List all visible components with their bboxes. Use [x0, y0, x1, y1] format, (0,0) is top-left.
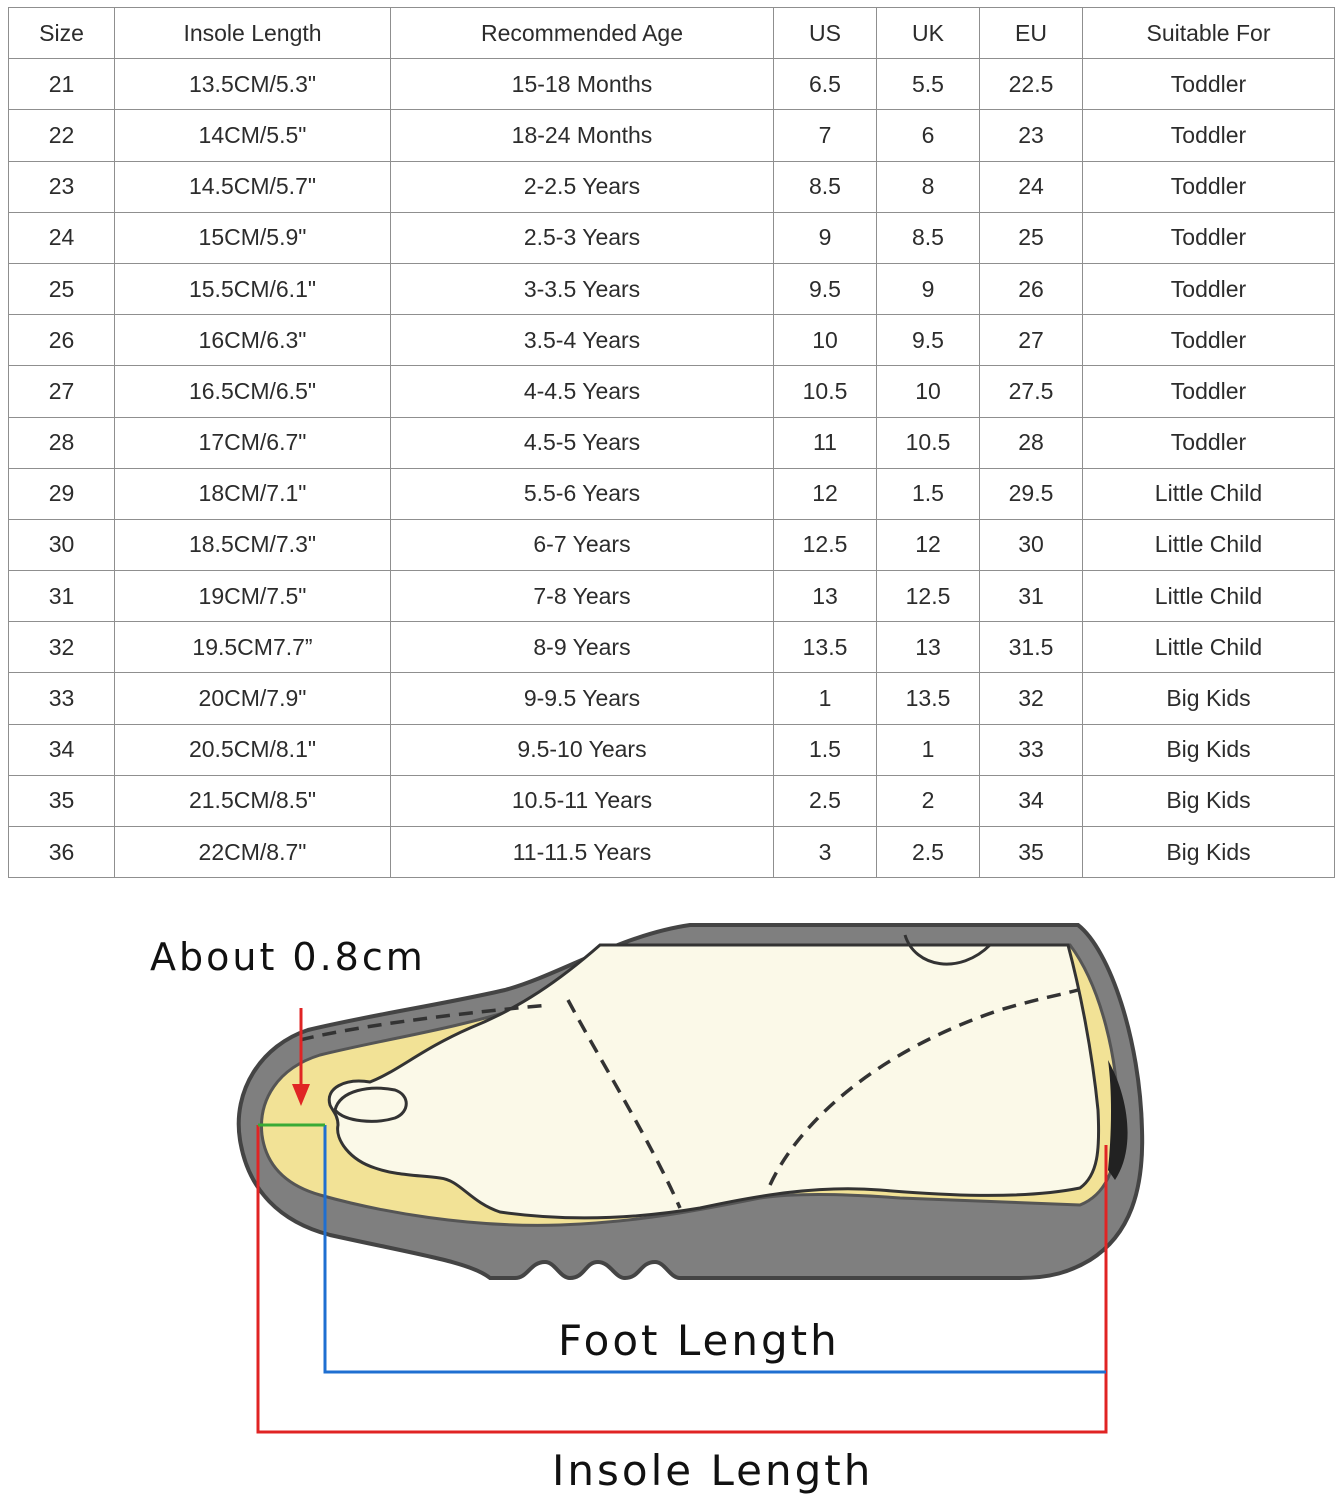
uk-size-cell: 1.5 — [877, 468, 980, 519]
size-cell: 30 — [9, 519, 115, 570]
size-cell: 27 — [9, 366, 115, 417]
recommended-age-cell: 18-24 Months — [391, 110, 774, 161]
eu-size-cell: 34 — [980, 775, 1083, 826]
insole-length-cell: 22CM/8.7" — [115, 827, 391, 878]
toe-gap-label: About 0.8cm — [150, 935, 426, 979]
us-size-cell: 13.5 — [774, 622, 877, 673]
eu-size-cell: 31 — [980, 571, 1083, 622]
suitable-for-cell: Little Child — [1083, 622, 1335, 673]
suitable-for-cell: Toddler — [1083, 212, 1335, 263]
eu-size-cell: 26 — [980, 263, 1083, 314]
table-row — [9, 519, 1335, 570]
table-row — [9, 161, 1335, 212]
insole-length-cell: 16CM/6.3" — [115, 315, 391, 366]
us-size-cell: 1 — [774, 673, 877, 724]
insole-length-cell: 18CM/7.1" — [115, 468, 391, 519]
table-row — [9, 59, 1335, 110]
table-row — [9, 417, 1335, 468]
suitable-for-cell: Toddler — [1083, 110, 1335, 161]
table-row — [9, 571, 1335, 622]
table-body — [9, 59, 1335, 878]
column-header: Recommended Age — [391, 8, 774, 59]
insole-length-cell: 20.5CM/8.1" — [115, 724, 391, 775]
suitable-for-cell: Toddler — [1083, 366, 1335, 417]
table-header-row — [9, 8, 1335, 59]
eu-size-cell: 30 — [980, 519, 1083, 570]
eu-size-cell: 27.5 — [980, 366, 1083, 417]
uk-size-cell: 9 — [877, 263, 980, 314]
table-row — [9, 366, 1335, 417]
insole-length-cell: 18.5CM/7.3" — [115, 519, 391, 570]
us-size-cell: 9.5 — [774, 263, 877, 314]
uk-size-cell: 13.5 — [877, 673, 980, 724]
suitable-for-cell: Big Kids — [1083, 673, 1335, 724]
suitable-for-cell: Big Kids — [1083, 827, 1335, 878]
insole-length-cell: 16.5CM/6.5" — [115, 366, 391, 417]
size-cell: 25 — [9, 263, 115, 314]
recommended-age-cell: 15-18 Months — [391, 59, 774, 110]
column-header: US — [774, 8, 877, 59]
us-size-cell: 10.5 — [774, 366, 877, 417]
suitable-for-cell: Toddler — [1083, 315, 1335, 366]
uk-size-cell: 9.5 — [877, 315, 980, 366]
insole-length-cell: 13.5CM/5.3" — [115, 59, 391, 110]
eu-size-cell: 25 — [980, 212, 1083, 263]
uk-size-cell: 2 — [877, 775, 980, 826]
uk-size-cell: 13 — [877, 622, 980, 673]
table-row — [9, 827, 1335, 878]
size-cell: 31 — [9, 571, 115, 622]
recommended-age-cell: 8-9 Years — [391, 622, 774, 673]
recommended-age-cell: 3-3.5 Years — [391, 263, 774, 314]
uk-size-cell: 12 — [877, 519, 980, 570]
recommended-age-cell: 3.5-4 Years — [391, 315, 774, 366]
column-header: UK — [877, 8, 980, 59]
suitable-for-cell: Toddler — [1083, 59, 1335, 110]
us-size-cell: 1.5 — [774, 724, 877, 775]
size-cell: 21 — [9, 59, 115, 110]
column-header: Size — [9, 8, 115, 59]
table-row — [9, 212, 1335, 263]
table-row — [9, 315, 1335, 366]
us-size-cell: 2.5 — [774, 775, 877, 826]
recommended-age-cell: 4-4.5 Years — [391, 366, 774, 417]
table-row — [9, 673, 1335, 724]
insole-length-cell: 17CM/6.7" — [115, 417, 391, 468]
size-cell: 26 — [9, 315, 115, 366]
size-cell: 29 — [9, 468, 115, 519]
eu-size-cell: 31.5 — [980, 622, 1083, 673]
size-cell: 22 — [9, 110, 115, 161]
us-size-cell: 6.5 — [774, 59, 877, 110]
uk-size-cell: 10 — [877, 366, 980, 417]
recommended-age-cell: 2-2.5 Years — [391, 161, 774, 212]
us-size-cell: 10 — [774, 315, 877, 366]
size-cell: 23 — [9, 161, 115, 212]
insole-length-cell: 19.5CM7.7” — [115, 622, 391, 673]
size-cell: 34 — [9, 724, 115, 775]
recommended-age-cell: 11-11.5 Years — [391, 827, 774, 878]
eu-size-cell: 23 — [980, 110, 1083, 161]
us-size-cell: 3 — [774, 827, 877, 878]
recommended-age-cell: 10.5-11 Years — [391, 775, 774, 826]
column-header: Suitable For — [1083, 8, 1335, 59]
uk-size-cell: 6 — [877, 110, 980, 161]
us-size-cell: 11 — [774, 417, 877, 468]
insole-length-cell: 21.5CM/8.5" — [115, 775, 391, 826]
table-row — [9, 622, 1335, 673]
recommended-age-cell: 9-9.5 Years — [391, 673, 774, 724]
uk-size-cell: 1 — [877, 724, 980, 775]
recommended-age-cell: 7-8 Years — [391, 571, 774, 622]
us-size-cell: 12 — [774, 468, 877, 519]
column-header: Insole Length — [115, 8, 391, 59]
recommended-age-cell: 6-7 Years — [391, 519, 774, 570]
insole-length-cell: 14CM/5.5" — [115, 110, 391, 161]
eu-size-cell: 22.5 — [980, 59, 1083, 110]
foot-measurement-diagram — [0, 915, 1344, 1500]
size-cell: 28 — [9, 417, 115, 468]
foot-length-label: Foot Length — [558, 1316, 840, 1365]
size-chart-table — [8, 7, 1335, 878]
insole-length-cell: 19CM/7.5" — [115, 571, 391, 622]
size-cell: 24 — [9, 212, 115, 263]
table-row — [9, 468, 1335, 519]
uk-size-cell: 8 — [877, 161, 980, 212]
eu-size-cell: 27 — [980, 315, 1083, 366]
eu-size-cell: 24 — [980, 161, 1083, 212]
suitable-for-cell: Big Kids — [1083, 775, 1335, 826]
recommended-age-cell: 5.5-6 Years — [391, 468, 774, 519]
insole-length-cell: 15.5CM/6.1" — [115, 263, 391, 314]
suitable-for-cell: Toddler — [1083, 161, 1335, 212]
eu-size-cell: 29.5 — [980, 468, 1083, 519]
table-row — [9, 775, 1335, 826]
recommended-age-cell: 4.5-5 Years — [391, 417, 774, 468]
suitable-for-cell: Little Child — [1083, 468, 1335, 519]
recommended-age-cell: 2.5-3 Years — [391, 212, 774, 263]
suitable-for-cell: Little Child — [1083, 571, 1335, 622]
insole-length-cell: 15CM/5.9" — [115, 212, 391, 263]
uk-size-cell: 12.5 — [877, 571, 980, 622]
table-row — [9, 724, 1335, 775]
suitable-for-cell: Toddler — [1083, 417, 1335, 468]
uk-size-cell: 10.5 — [877, 417, 980, 468]
eu-size-cell: 33 — [980, 724, 1083, 775]
column-header: EU — [980, 8, 1083, 59]
table-row — [9, 110, 1335, 161]
suitable-for-cell: Big Kids — [1083, 724, 1335, 775]
size-cell: 32 — [9, 622, 115, 673]
us-size-cell: 9 — [774, 212, 877, 263]
us-size-cell: 8.5 — [774, 161, 877, 212]
suitable-for-cell: Little Child — [1083, 519, 1335, 570]
suitable-for-cell: Toddler — [1083, 263, 1335, 314]
foot-shape — [329, 945, 1098, 1218]
eu-size-cell: 35 — [980, 827, 1083, 878]
us-size-cell: 12.5 — [774, 519, 877, 570]
size-cell: 36 — [9, 827, 115, 878]
uk-size-cell: 2.5 — [877, 827, 980, 878]
eu-size-cell: 32 — [980, 673, 1083, 724]
size-cell: 33 — [9, 673, 115, 724]
table-row — [9, 263, 1335, 314]
recommended-age-cell: 9.5-10 Years — [391, 724, 774, 775]
insole-length-cell: 14.5CM/5.7" — [115, 161, 391, 212]
insole-length-label: Insole Length — [552, 1446, 874, 1495]
insole-length-cell: 20CM/7.9" — [115, 673, 391, 724]
eu-size-cell: 28 — [980, 417, 1083, 468]
uk-size-cell: 5.5 — [877, 59, 980, 110]
us-size-cell: 7 — [774, 110, 877, 161]
uk-size-cell: 8.5 — [877, 212, 980, 263]
size-cell: 35 — [9, 775, 115, 826]
us-size-cell: 13 — [774, 571, 877, 622]
